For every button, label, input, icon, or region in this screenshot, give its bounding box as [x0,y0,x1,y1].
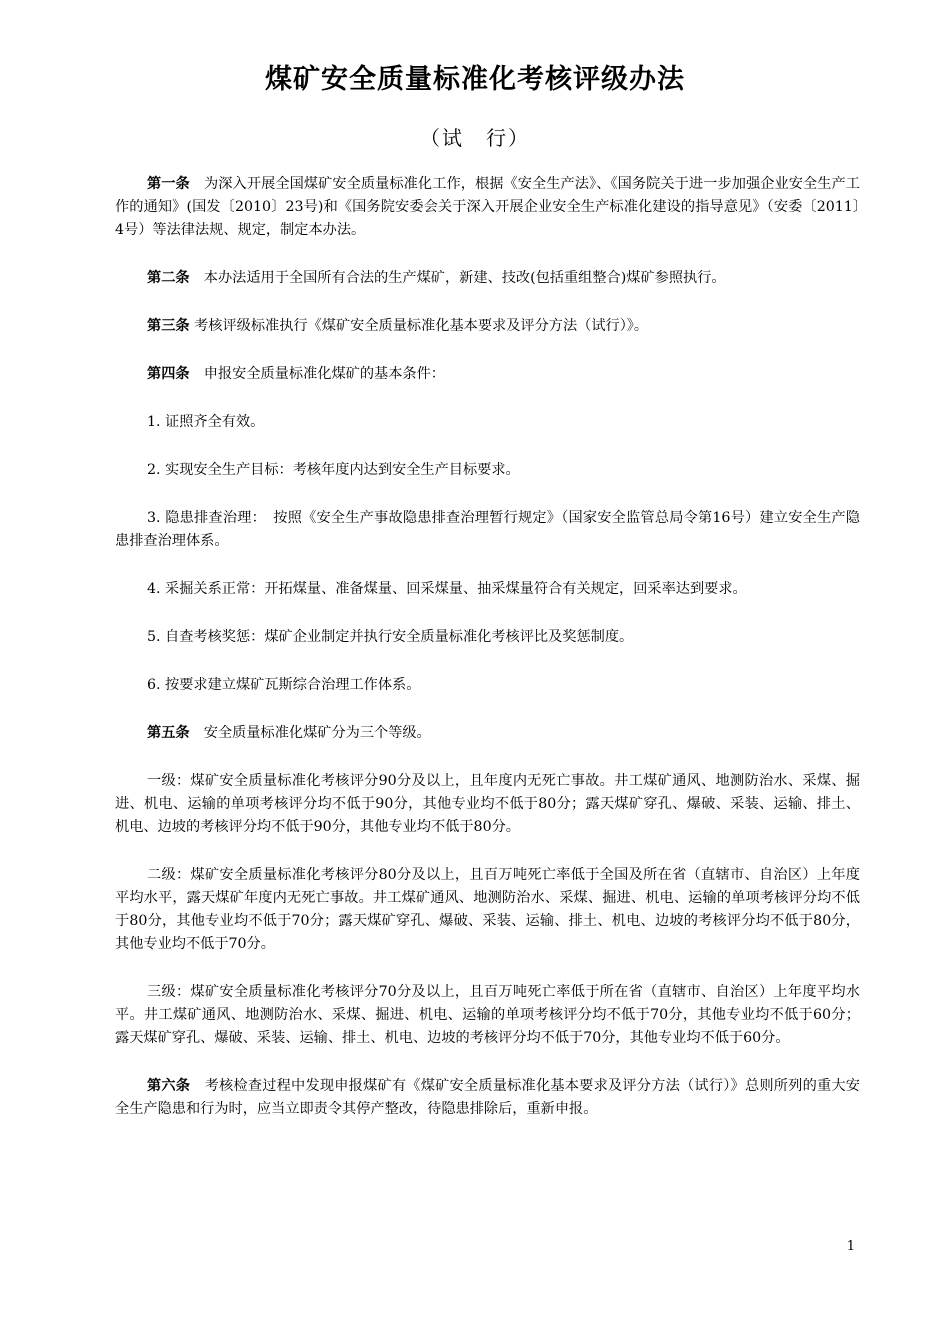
article-label: 第二条 [147,270,190,286]
page-number: 1 [846,1239,855,1254]
condition-text: 6. 按要求建立煤矿瓦斯综合治理工作体系。 [147,677,421,693]
article-5 [115,722,860,745]
condition-text: 3. 隐患排查治理： 按照《安全生产事故隐患排查治理暂行规定》（国家安全监管总局令第16号）建立安全生产隐患排查治理体系。 [115,510,860,549]
article-6 [115,1075,860,1121]
condition-text: 1. 证照齐全有效。 [147,414,265,430]
article-4 [115,363,860,386]
article-text: 本办法适用于全国所有合法的生产煤矿，新建、技改(包括重组整合)煤矿参照执行。 [189,270,726,286]
article-text: 安全质量标准化煤矿分为三个等级。 [189,725,431,741]
condition-item [115,578,860,601]
article-text: 考核检查过程中发现申报煤矿有《煤矿安全质量标准化基本要求及评分方法（试行）》总则所列的重大安全生产隐患和行为时，应当立即责令其停产整改，待隐患排除后，重新申报。 [115,1078,860,1117]
document-body [115,173,860,1121]
article-3 [115,315,860,338]
condition-item [115,626,860,649]
condition-item [115,459,860,482]
article-2 [115,267,860,290]
article-text: 申报安全质量标准化煤矿的基本条件： [189,366,445,382]
article-1 [115,173,860,242]
grade-text: 一级：煤矿安全质量标准化考核评分90分及以上，且年度内无死亡事故。井工煤矿通风、地测防治水、采煤、掘进、机电、运输的单项考核评分均不低于90分，其他专业均不低于80分；露天煤矿穿孔、爆破、采装、运输、排土、机电、边坡的考核评分均不低于90分，其他专业均不低于80分。 [115,773,860,835]
grade-text: 三级：煤矿安全质量标准化考核评分70分及以上，且百万吨死亡率低于所在省（直辖市、自治区）上年度平均水平。井工煤矿通风、地测防治水、采煤、掘进、机电、运输的单项考核评分均不低于70分，其他专业均不低于60分；露天煤矿穿孔、爆破、采装、运输、排土、机电、边坡的考核评分均不低于70分，其他专业均不低于60分。 [115,984,860,1046]
article-label: 第四条 [147,366,190,382]
condition-text: 5. 自查考核奖惩：煤矿企业制定并执行安全质量标准化考核评比及奖惩制度。 [147,629,634,645]
grade-text: 二级：煤矿安全质量标准化考核评分80分及以上，且百万吨死亡率低于全国及所在省（直辖市、自治区）上年度平均水平，露天煤矿年度内无死亡事故。井工煤矿通风、地测防治水、采煤、掘进、机电、运输的单项考核评分均不低于80分，其他专业均不低于70分；露天煤矿穿孔、爆破、采装、运输、排土、机电、边坡的考核评分均不低于80分，其他专业均不低于70分。 [115,867,860,952]
condition-item [115,411,860,434]
grade-level-3 [115,981,860,1050]
condition-item [115,674,860,697]
article-label: 第三条 [147,318,190,334]
article-text: 考核评级标准执行《煤矿安全质量标准化基本要求及评分方法（试行）》。 [189,318,649,334]
condition-text: 2. 实现安全生产目标：考核年度内达到安全生产目标要求。 [147,462,520,478]
condition-text: 4. 采掘关系正常：开拓煤量、准备煤量、回采煤量、抽采煤量符合有关规定，回采率达到要求。 [147,581,747,597]
article-label: 第六条 [147,1078,191,1094]
condition-item [115,507,860,553]
document-title: 煤矿安全质量标准化考核评级办法 [265,64,685,95]
article-label: 第五条 [147,725,190,741]
article-text: 为深入开展全国煤矿安全质量标准化工作，根据《安全生产法》、《国务院关于进一步加强企业安全生产工作的通知》(国发〔2010〕23号)和《国务院安委会关于深入开展企业安全生产标准化建设的指导意见》（安委〔2011〕4号）等法律法规、规定，制定本办法。 [115,176,860,238]
article-label: 第一条 [147,176,190,192]
grade-level-1 [115,770,860,839]
grade-level-2 [115,864,860,956]
document-subtitle: （试 行） [420,126,530,150]
